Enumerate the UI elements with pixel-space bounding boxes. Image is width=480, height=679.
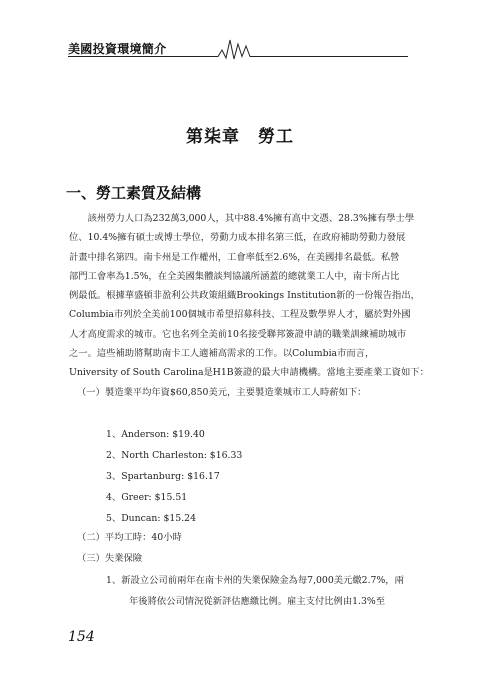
paragraph-line: University of South Carolina是H1B簽證的最大申請機構。當地主要產業工資如下： (69, 367, 429, 379)
list-subitem-continuation: 年後將依公司情況從新評估應繳比例。雇主支付比例由1.3%至 (129, 596, 386, 607)
list-item-working-hours: （二）平均工時：40小時 (77, 532, 182, 543)
paragraph-line: Columbia市列於全美前100個城市希望招募科技、工程及數學界人才，屬於對外國 (69, 309, 411, 321)
paragraph-line: 之一。這些補助將幫助南卡工人適補高需求的工作。以Columbia市而言， (69, 348, 375, 360)
running-header (68, 36, 408, 60)
list-subitem: 2、North Charleston: $16.33 (106, 450, 243, 461)
paragraph-line: 部門工會率為1.5%，在全美國集體談判協議所涵蓋的總就業工人中，南卡所占比 (69, 270, 400, 282)
paragraph-line: 計畫中排名第四。南卡州是工作權州，工會率低至2.6%，在美國排名最低。私營 (69, 251, 400, 263)
paragraph-line: 例最低。根據華盛頓非盈利公共政策組織Brookings Institution新的一份報告指出， (69, 290, 420, 302)
section-title: 一、勞工素質及結構 (66, 184, 202, 202)
header-title: 美國投資環境簡介 (68, 42, 167, 56)
paragraph-line: 位、10.4%擁有碩士或博士學位，勞動力成本排名第三低，在政府補助勞動力發展 (69, 232, 406, 244)
list-subitem: 1、新設立公司前兩年在南卡州的失業保險金為每7,000美元繳2.7%，兩 (106, 575, 404, 586)
page-number: 154 (68, 629, 95, 645)
list-item-manufacturing: （一）製造業平均年資$60,850美元，主要製造業城市工人時薪如下： (77, 387, 367, 398)
body-paragraph (69, 209, 429, 383)
paragraph-line: 人才高度需求的城市。它也名列全美前10名接受聯邦簽證申請的職業訓練補助城市 (69, 328, 407, 340)
list-subitem: 5、Duncan: $15.24 (106, 513, 196, 524)
chapter-title: 第柒章 勞工 (186, 127, 294, 147)
list-subitem: 3、Spartanburg: $16.17 (106, 471, 220, 482)
list-item-unemployment-insurance: （三）失業保險 (77, 553, 143, 564)
list-subitem: 4、Greer: $15.51 (106, 492, 188, 503)
list-subitem: 1、Anderson: $19.40 (106, 429, 205, 440)
paragraph-line: 該州勞力人口為232萬3,000人，其中88.4%擁有高中文憑、28.3%擁有學士學 (69, 213, 415, 224)
